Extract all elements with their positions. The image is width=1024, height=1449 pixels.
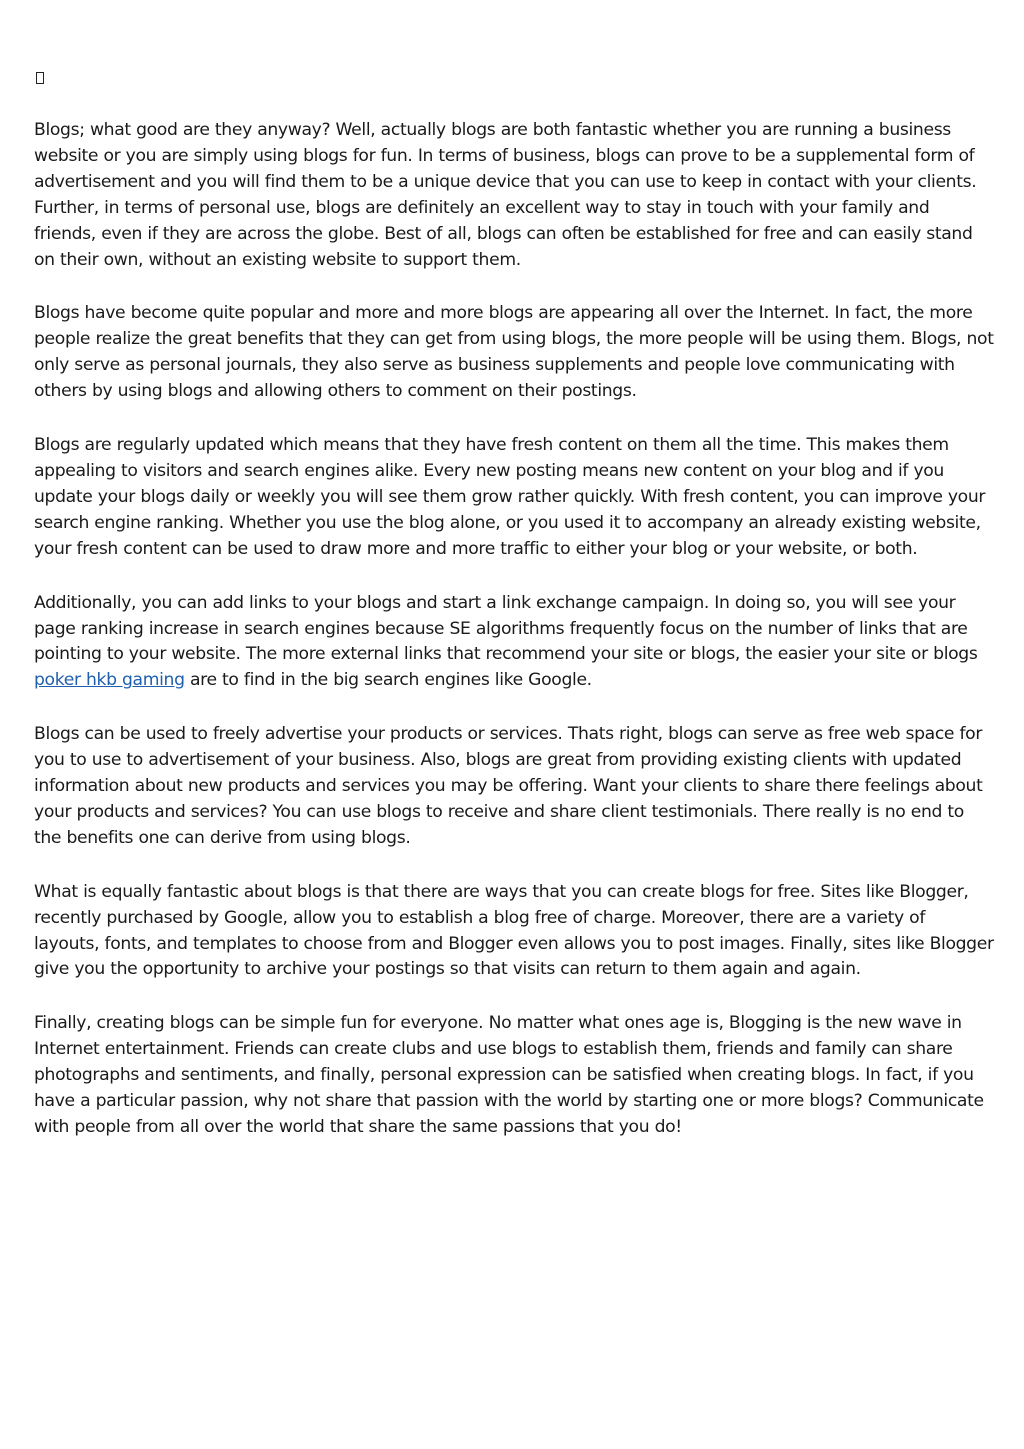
paragraph-links-before: Additionally, you can add links to your blogs and start a link exchange campaign. In doing so, you will see your page ranking increase in search engines because SE algorithms frequently focus on the number of links that are pointing to your website. The more external links that recommend your site or blogs, the easier your site or blogs xyxy=(34,592,978,665)
paragraph-fresh-content: Blogs are regularly updated which means that they have fresh content on them all the time. This makes them appealing to visitors and search engines alike. Every new posting means new content on your blog and if you update your blogs daily or weekly you will see them grow rather quickly. With fresh content, you can improve your search engine ranking. Whether you use the blog alone, or you used it to accompany an already existing website, your fresh content can be used to draw more and more traffic to either your blog or your website, or both. xyxy=(34,435,986,559)
paragraph-intro: Blogs; what good are they anyway? Well, actually blogs are both fantastic whether you are running a business website or you are simply using blogs for fun. In terms of business, blogs can prove to be a supplemental form of advertisement and you will find them to be a unique device that you can use to keep in contact with your clients. Further, in terms of personal use, blogs are definitely an excellent way to stay in touch with your family and friends, even if they are across the globe. Best of all, blogs can often be established for free and can easily stand on their own, without an existing website to support them. xyxy=(34,120,977,270)
paragraph-links xyxy=(34,591,994,695)
poker-hkb-gaming-link[interactable]: poker hkb gaming xyxy=(34,670,185,691)
paragraph-links-after: are to find in the big search engines like Google. xyxy=(184,670,592,691)
paragraph-popularity: Blogs have become quite popular and more and more blogs are appearing all over the Internet. In fact, the more people realize the great benefits that they can get from using blogs, the more people will be using them. Blogs, not only serve as personal journals, they also serve as business supplements and people love communicating with others by using blogs and allowing others to comment on their postings. xyxy=(34,303,994,402)
paragraph-fun: Finally, creating blogs can be simple fun for everyone. No matter what ones age is, Blogging is the new wave in Internet entertainment. Friends can create clubs and use blogs to establish them, friends and family can share photographs and sentiments, and finally, personal expression can be satisfied when creating blogs. In fact, if you have a particular passion, why not share that passion with the world by starting one or more blogs? Communicate with people from all over the world that share the same passions that you do! xyxy=(34,1013,984,1137)
missing-glyph-icon xyxy=(36,72,44,84)
paragraph-advertise: Blogs can be used to freely advertise your products or services. Thats right, blogs can serve as free web space for you to use to advertisement of your business. Also, blogs are great from providing existing clients with updated information about new products and services you may be offering. Want your clients to share there feelings about your products and services? You can use blogs to receive and share client testimonials. There really is no end to the benefits one can derive from using blogs. xyxy=(34,724,983,848)
document-page xyxy=(34,62,994,1169)
missing-glyph-row xyxy=(34,62,994,88)
paragraph-free-blogs: What is equally fantastic about blogs is that there are ways that you can create blogs for free. Sites like Blogger, recently purchased by Google, allow you to establish a blog free of charge. Moreover, there are a variety of layouts, fonts, and templates to choose from and Blogger even allows you to post images. Finally, sites like Blogger give you the opportunity to archive your postings so that visits can return to them again and again. xyxy=(34,881,994,980)
